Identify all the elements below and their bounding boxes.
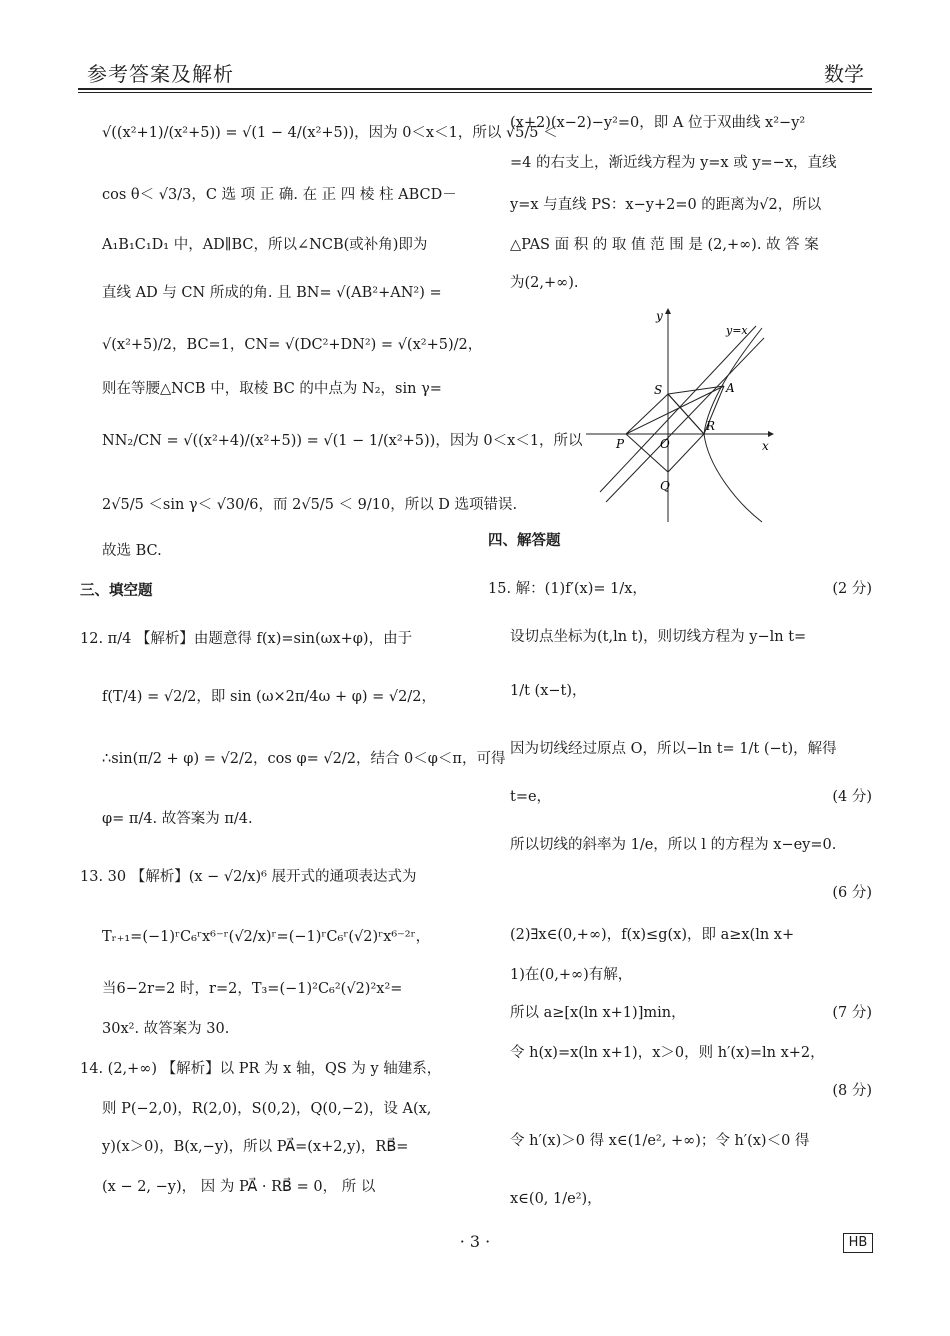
q15-line: 设切点坐标为(t,ln t)，则切线方程为 y−ln t= [510,629,807,645]
text-line: y=x 与直线 PS：x−y+2=0 的距离为√2，所以 [510,197,822,213]
q15-line: 1/t (x−t)， [510,683,587,699]
text-line: A₁B₁C₁D₁ 中，AD∥BC，所以∠NCB(或补角)即为 [102,237,428,253]
text-line: 2√5/5 ＜sin γ＜ √30/6，而 2√5/5 ＜ 9/10，所以 D 选项错误. [102,497,518,513]
q13-line: Tᵣ₊₁=(−1)ʳC₆ʳx⁶⁻ʳ(√2/x)ʳ=(−1)ʳC₆ʳ(√2)ʳx⁶⁻²ʳ， [102,929,431,945]
q15-line: 令 h′(x)＞0 得 x∈(1/e², +∞)；令 h′(x)＜0 得 [510,1133,810,1149]
q13-line: 30x². 故答案为 30. [102,1021,230,1037]
square-psrq [626,394,704,472]
region-badge: HB [843,1233,873,1253]
q14-line: y)(x＞0)，B(x,−y)，所以 PA⃗=(x+2,y)，RB⃗= [102,1139,409,1155]
asymptote-line [606,338,764,502]
q15-line: 因为切线经过原点 O，所以−ln t= 1/t (−t)，解得 [510,741,837,757]
q15-line: 所以 a≥[x(ln x+1)]min， [510,1005,686,1021]
text-line: 则在等腰△NCB 中，取棱 BC 的中点为 N₂，sin γ= [102,381,442,397]
point-label-a: A [726,381,735,395]
point-label-q: Q [660,479,670,493]
text-line: √((x²+1)/(x²+5)) = √(1 − 4/(x²+5))，因为 0＜x＜1，所以 √5/5 ＜ [102,125,558,141]
q12-line: φ= π/4. 故答案为 π/4. [102,811,253,827]
y-axis-label: y [656,309,663,323]
q12-line: ∴sin(π/2 + φ) = √2/2，cos φ= √2/2，结合 0＜φ＜π，可得 [102,751,506,767]
score-label: (4 分) [832,789,872,805]
hyperbola-figure [586,306,776,526]
q13-line: 13. 30 【解析】(x − √2/x)⁶ 展开式的通项表达式为 [80,869,417,885]
text-line: △PAS 面 积 的 取 值 范 围 是 (2,+∞). 故 答 案 [510,237,819,253]
point-label-p: P [616,437,625,451]
header-subject-right: 数学 [824,62,864,86]
score-label: (6 分) [832,885,872,901]
q15-line: 15. 解：(1)f′(x)= 1/x， [488,581,647,597]
header-rule [78,88,872,90]
section-heading-solutions: 四、解答题 [488,533,561,549]
q15-line: x∈(0, 1/e²)， [510,1191,602,1207]
q14-line: 则 P(−2,0)，R(2,0)，S(0,2)，Q(0,−2)，设 A(x, [102,1101,432,1117]
point-label-s: S [654,383,663,397]
q15-line: 所以切线的斜率为 1/e，所以 l 的方程为 x−ey=0. [510,837,837,853]
x-axis-label: x [762,439,769,453]
text-line: 直线 AD 与 CN 所成的角. 且 BN= √(AB²+AN²) = [102,285,442,301]
score-label: (7 分) [832,1005,872,1021]
score-label: (8 分) [832,1083,872,1099]
text-line: NN₂/CN = √((x²+4)/(x²+5)) = √(1 − 1/(x²+5))，因为 0＜x＜1，所以 [102,433,583,449]
q14-line: 14. (2,+∞) 【解析】以 PR 为 x 轴，QS 为 y 轴建系， [80,1061,442,1077]
header-rule-thin [78,92,872,93]
text-line: 为(2,+∞). [510,275,579,291]
text-line: =4 的右支上，渐近线方程为 y=x 或 y=−x，直线 [510,155,837,171]
q15-line: (2)∃x∈(0,+∞)，f(x)≤g(x)，即 a≥x(ln x+ [510,927,795,943]
text-line: (x+2)(x−2)−y²=0，即 A 位于双曲线 x²−y² [510,115,806,131]
line-label: y=x [726,324,748,337]
section-heading-fill-in: 三、填空题 [80,583,153,599]
score-label: (2 分) [832,581,872,597]
q15-line: 1)在(0,+∞)有解， [510,967,633,983]
q12-line: f(T/4) = √2/2，即 sin (ω×2π/4ω + φ) = √2/2， [102,689,436,705]
q15-line: t=e， [510,789,552,805]
page-number: · 3 · [459,1232,491,1251]
q13-line: 当6−2r=2 时，r=2，T₃=(−1)²C₆²(√2)²x²= [102,981,403,997]
point-label-o: O [660,437,670,451]
x-axis-arrow-icon [768,431,774,437]
q15-line: 令 h(x)=x(ln x+1)，x＞0，则 h′(x)=ln x+2， [510,1045,825,1061]
y-axis-arrow-icon [665,308,671,314]
point-label-r: R [706,419,716,433]
text-line: 故选 BC. [102,543,162,559]
text-line: √(x²+5)/2，BC=1，CN= √(DC²+DN²) = √(x²+5)/2， [102,337,483,353]
q12-line: 12. π/4 【解析】由题意得 f(x)=sin(ωx+φ)，由于 [80,631,413,647]
text-line: cos θ＜ √3/3，C 选 项 正 确. 在 正 四 棱 柱 ABCD－ [102,187,457,203]
header-title-left: 参考答案及解析 [87,62,234,86]
q14-line: (x − 2, −y)， 因 为 PA⃗ · RB⃗ = 0， 所 以 [102,1179,376,1195]
